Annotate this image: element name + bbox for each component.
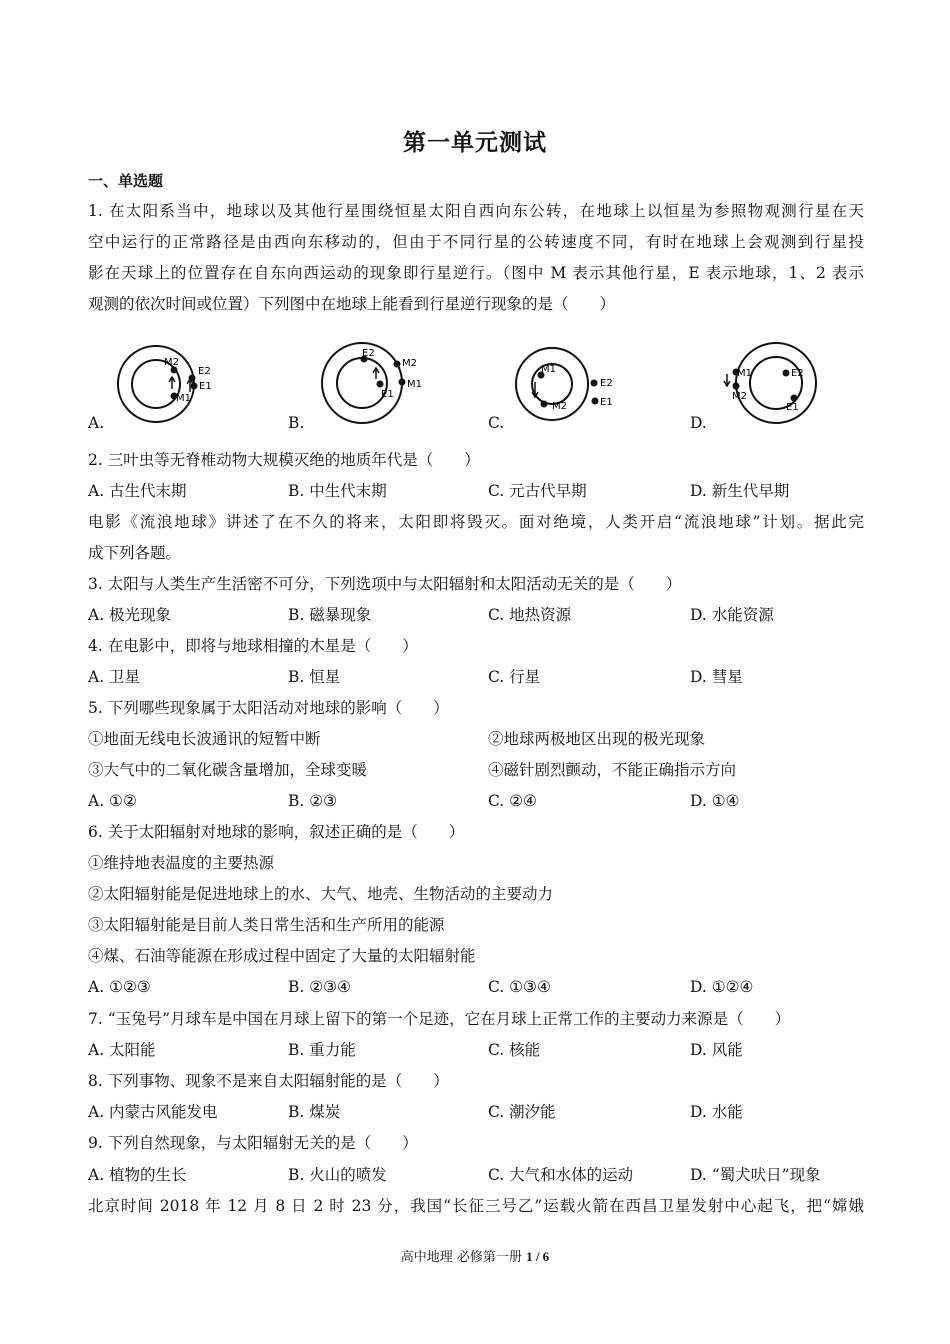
q6-stem: 6. 关于太阳辐射对地球的影响，叙述正确的是（ ）: [88, 823, 465, 841]
q6-item-2: ②太阳辐射能是促进地球上的水、大气、地壳、生物活动的主要动力: [88, 885, 554, 903]
fig-c-label-2: M2: [552, 401, 567, 412]
orbit-figure-a: [108, 343, 228, 425]
fig-b-label-2: E1: [381, 389, 394, 400]
q5-item-3: ③大气中的二氧化碳含量增加，全球变暖: [88, 761, 368, 779]
page-footer: [0, 1246, 950, 1265]
q7-option-c[interactable]: C. 核能: [488, 1041, 541, 1059]
q4-stem: 4. 在电影中，即将与地球相撞的木星是（ ）: [88, 637, 418, 655]
q5-item-1: ①地面无线电长波通讯的短暂中断: [88, 730, 321, 748]
fig-d-label-1: M1: [737, 368, 752, 379]
q5-option-a[interactable]: A. ①②: [88, 792, 137, 810]
fig-d-label-4: E1: [786, 402, 799, 413]
page-title: 第一单元测试: [403, 129, 547, 156]
q6-option-c[interactable]: C. ①③④: [488, 978, 551, 996]
q4-option-a[interactable]: A. 卫星: [88, 668, 141, 686]
fig-a-label-2: M1: [176, 393, 191, 404]
q2-option-b[interactable]: B. 中生代末期: [288, 482, 387, 500]
q7-stem: 7. “玉兔号”月球车是中国在月球上留下的第一个足迹，它在月球上正常工作的主要动力来源是（ ）: [88, 1010, 791, 1028]
q2-stem: 2. 三叶虫等无脊椎动物大规模灭绝的地质年代是（ ）: [88, 451, 480, 469]
intro1-line-2: 成下列各题。: [88, 544, 182, 562]
intro2-line-1: 北京时间 2018 年 12 月 8 日 2 时 23 分，我国“长征三号乙”运载火箭在西昌卫星发射中心起飞，把“嫦娥: [88, 1197, 864, 1215]
intro1-line-1: 电影《流浪地球》讲述了在不久的将来，太阳即将毁灭。面对绝境，人类开启“流浪地球”计划。据此完: [88, 513, 864, 531]
q5-stem: 5. 下列哪些现象属于太阳活动对地球的影响（ ）: [88, 699, 449, 717]
q9-option-b[interactable]: B. 火山的喷发: [288, 1166, 387, 1184]
fig-a-label-4: E1: [199, 381, 212, 392]
fig-c-label-3: E2: [600, 378, 613, 389]
q7-option-d[interactable]: D. 风能: [690, 1041, 743, 1059]
orbit-figure-b: [316, 340, 436, 426]
fig-d-option[interactable]: D.: [690, 414, 707, 432]
q9-option-a[interactable]: A. 植物的生长: [88, 1166, 187, 1184]
orbit-figure-d: [718, 340, 828, 426]
q6-item-1: ①维持地表温度的主要热源: [88, 854, 275, 872]
fig-c-label-4: E1: [600, 397, 613, 408]
fig-c-label-1: M1: [541, 364, 556, 375]
q6-item-3: ③太阳辐射能是目前人类日常生活和生产所用的能源: [88, 916, 445, 934]
fig-b-label-4: M1: [407, 379, 422, 390]
q9-option-c[interactable]: C. 大气和水体的运动: [488, 1166, 634, 1184]
q5-option-b[interactable]: B. ②③: [288, 792, 338, 810]
page-number: 1 / 6: [526, 1249, 550, 1264]
fig-b-label-1: E2: [362, 348, 375, 359]
q8-option-c[interactable]: C. 潮汐能: [488, 1103, 556, 1121]
q2-option-a[interactable]: A. 古生代末期: [88, 482, 187, 500]
q1-line-4: 观测的依次时间或位置）下列图中在地球上能看到行星逆行现象的是（ ）: [88, 295, 616, 313]
fig-c-option[interactable]: C.: [488, 414, 505, 432]
q2-option-d[interactable]: D. 新生代早期: [690, 482, 790, 500]
fig-d-label-3: E2: [791, 368, 804, 379]
fig-d-label-2: M2: [732, 391, 747, 402]
q5-option-c[interactable]: C. ②④: [488, 792, 537, 810]
orbit-figure-c: [514, 346, 624, 422]
q9-stem: 9. 下列自然现象，与太阳辐射无关的是（ ）: [88, 1134, 418, 1152]
q8-option-b[interactable]: B. 煤炭: [288, 1103, 341, 1121]
q1-line-1: 1. 在太阳系当中，地球以及其他行星围绕恒星太阳自西向东公转，在地球上以恒星为参照物观测行星在天: [88, 202, 864, 220]
q4-option-c[interactable]: C. 行星: [488, 668, 541, 686]
q1-line-3: 影在天球上的位置存在自东向西运动的现象即行星逆行。（图中 M 表示其他行星，E 表示地球，1、2 表示: [88, 264, 864, 282]
fig-a-label-3: E2: [198, 366, 211, 377]
q7-option-b[interactable]: B. 重力能: [288, 1041, 356, 1059]
q7-option-a[interactable]: A. 太阳能: [88, 1041, 156, 1059]
q9-option-d[interactable]: D. “蜀犬吠日”现象: [690, 1166, 821, 1184]
q8-option-d[interactable]: D. 水能: [690, 1103, 743, 1121]
q3-option-c[interactable]: C. 地热资源: [488, 606, 572, 624]
q3-option-d[interactable]: D. 水能资源: [690, 606, 774, 624]
fig-b-option[interactable]: B.: [288, 414, 305, 432]
q4-option-d[interactable]: D. 彗星: [690, 668, 743, 686]
q6-option-b[interactable]: B. ②③④: [288, 978, 351, 996]
q3-stem: 3. 太阳与人类生产生活密不可分，下列选项中与太阳辐射和太阳活动无关的是（ ）: [88, 575, 682, 593]
q8-option-a[interactable]: A. 内蒙古风能发电: [88, 1103, 218, 1121]
fig-a-option[interactable]: A.: [88, 414, 105, 432]
q6-option-d[interactable]: D. ①②④: [690, 978, 754, 996]
section-heading: 一、单选题: [88, 172, 164, 190]
q5-item-2: ②地球两极地区出现的极光现象: [488, 730, 706, 748]
q2-option-c[interactable]: C. 元古代早期: [488, 482, 587, 500]
q3-option-b[interactable]: B. 磁暴现象: [288, 606, 372, 624]
q5-item-4: ④磁针剧烈颤动，不能正确指示方向: [488, 761, 737, 779]
q8-stem: 8. 下列事物、现象不是来自太阳辐射能的是（ ）: [88, 1072, 449, 1090]
q6-item-4: ④煤、石油等能源在形成过程中固定了大量的太阳辐射能: [88, 947, 476, 965]
q1-line-2: 空中运行的正常路径是由西向东移动的，但由于不同行星的公转速度不同，有时在地球上会观测到行星投: [88, 233, 864, 251]
q5-option-d[interactable]: D. ①④: [690, 792, 740, 810]
q6-option-a[interactable]: A. ①②③: [88, 978, 151, 996]
fig-b-label-3: M2: [402, 358, 417, 369]
q3-option-a[interactable]: A. 极光现象: [88, 606, 172, 624]
fig-a-label-1: M2: [164, 357, 179, 368]
q4-option-b[interactable]: B. 恒星: [288, 668, 341, 686]
footer-text: 高中地理 必修第一册: [400, 1250, 527, 1265]
